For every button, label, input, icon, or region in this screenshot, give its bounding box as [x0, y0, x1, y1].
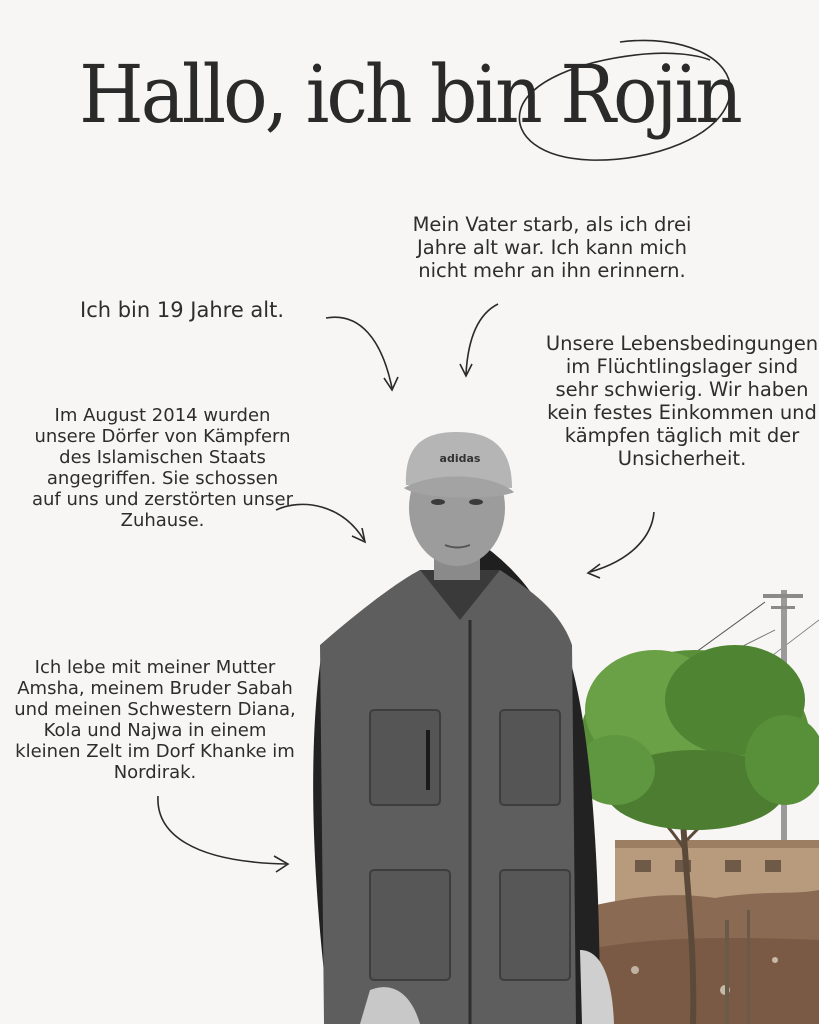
arrow-family [150, 792, 295, 877]
text-age: Ich bin 19 Jahre alt. [80, 298, 285, 322]
text-august-2014: Im August 2014 wurden unsere Dörfer von Kämpfern des Islamischen Staats angegriffen. Sie schossen auf uns und zerstörten unser Zuhause. [31, 405, 294, 531]
highlight-circle [510, 32, 740, 172]
arrow-father [452, 298, 512, 383]
cap-logo: adidas [439, 452, 481, 465]
page-title: Hallo, ich bin Rojin [79, 48, 740, 142]
portrait-photo [300, 430, 620, 1024]
text-living-conditions: Unsere Lebensbedingungen im Flüchtlingslager sind sehr schwierig. Wir haben kein festes Einkommen und kämpfen täglich mit der Unsicherheit. [545, 332, 819, 470]
arrow-age [320, 310, 410, 405]
text-family: Ich lebe mit meiner Mutter Amsha, meinem Bruder Sabah und meinen Schwestern Diana, Kola und Najwa in einem kleinen Zelt im Dorf Khanke im Nordirak. [14, 657, 296, 783]
text-father: Mein Vater starb, als ich drei Jahre alt war. Ich kann mich nicht mehr an ihn erinnern. [412, 213, 692, 282]
